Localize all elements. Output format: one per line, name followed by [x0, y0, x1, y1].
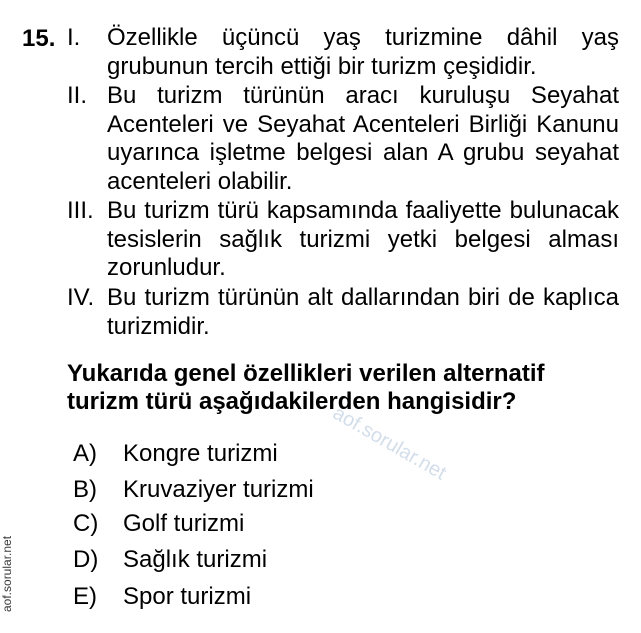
option-c-letter: C) [73, 510, 99, 537]
option-a-letter: A) [73, 440, 97, 467]
option-d-letter: D) [73, 546, 99, 573]
statement-4-text: Bu turizm türünün alt dallarından biri de kaplıca turizmidir. [107, 284, 619, 340]
question-prompt: Yukarıda genel özellikleri verilen alternatif turizm türü aşağıdakilerden hangisidir? [67, 360, 545, 415]
statement-2-roman: II. [67, 82, 88, 109]
statement-1-roman: I. [67, 24, 81, 51]
statement-4-roman: IV. [67, 284, 95, 311]
diagonal-watermark: aof.sorular.net [329, 402, 450, 485]
statement-1-text: Özellikle üçüncü yaş turizmine dâhil yaş grubunun tercih ettiği bir turizm çeşididir. [107, 24, 619, 80]
side-watermark: aof.sorular.net [0, 535, 14, 612]
statement-2 [67, 82, 619, 197]
statement-4 [67, 284, 619, 341]
option-e-text: Spor turizmi [123, 583, 252, 610]
statement-3-roman: III. [67, 197, 94, 224]
option-b-letter: B) [73, 476, 97, 503]
option-b-text: Kruvaziyer turizmi [123, 476, 314, 503]
statement-1 [67, 24, 619, 81]
option-a-text: Kongre turizmi [123, 440, 278, 467]
option-c-text: Golf turizmi [123, 510, 245, 537]
statement-2-text: Bu turizm türünün aracı kuruluşu Seyahat Acenteleri ve Seyahat Acenteleri Birliği Kanunu uyarınca işletme belgesi alan A grubu seyahat acenteleri olabilir. [107, 82, 619, 196]
option-e-letter: E) [73, 583, 97, 610]
question-number: 15. [22, 25, 56, 52]
statement-3-text: Bu turizm türü kapsamında faaliyette bulunacak tesislerin sağlık turizmi yetki belgesi alması zorunludur. [107, 197, 619, 282]
option-d-text: Sağlık turizmi [123, 546, 268, 573]
statement-3 [67, 197, 619, 283]
